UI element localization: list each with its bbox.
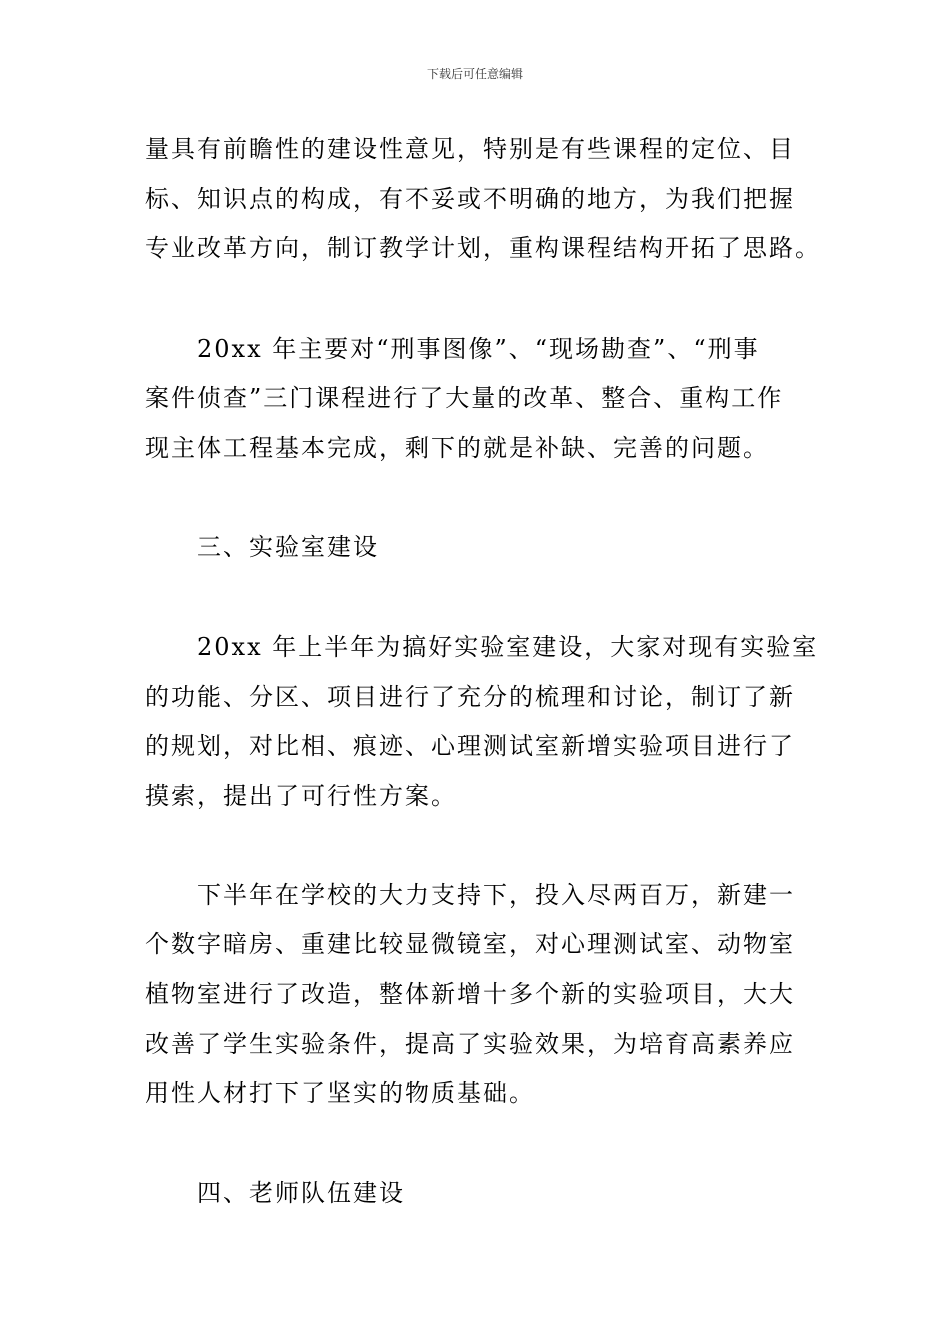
section-heading-teachers: 四、老师队伍建设	[197, 1179, 405, 1207]
paragraph-4-line-2: 的功能、分区、项目进行了充分的梳理和讨论，制订了新	[145, 683, 795, 711]
paragraph-4-line-3: 的规划，对比相、痕迹、心理测试室新增实验项目进行了	[145, 732, 795, 760]
paragraph-5-line-5: 用性人材打下了坚实的物质基础。	[145, 1079, 535, 1107]
paragraph-5-line-2: 个数字暗房、重建比较显微镜室，对心理测试室、动物室	[145, 930, 795, 958]
paragraph-5-line-1: 下半年在学校的大力支持下，投入尽两百万，新建一	[197, 881, 795, 909]
paragraph-1-line-1: 量具有前瞻性的建设性意见，特别是有些课程的定位、目	[145, 135, 795, 163]
paragraph-2-line-3: 现主体工程基本完成，剩下的就是补缺、完善的问题。	[145, 434, 769, 462]
paragraph-4-line-4: 摸索，提出了可行性方案。	[145, 782, 457, 810]
paragraph-2-line-1: 20xx 年主要对“刑事图像”、“现场勘查”、“刑事	[197, 335, 760, 363]
paragraph-2-line-2: 案件侦查”三门课程进行了大量的改革、整合、重构工作	[145, 384, 784, 412]
paragraph-1-line-2: 标、知识点的构成，有不妥或不明确的地方，为我们把握	[145, 185, 795, 213]
paragraph-1-line-3: 专业改革方向，制订教学计划，重构课程结构开拓了思路。	[145, 234, 821, 262]
paragraph-4-line-1: 20xx 年上半年为搞好实验室建设，大家对现有实验室	[197, 633, 819, 661]
paragraph-5-line-4: 改善了学生实验条件，提高了实验效果，为培育高素养应	[145, 1030, 795, 1058]
page-header: 下载后可任意编辑	[426, 67, 523, 81]
section-heading-lab: 三、实验室建设	[197, 533, 379, 561]
paragraph-5-line-3: 植物室进行了改造，整体新增十多个新的实验项目，大大	[145, 980, 795, 1008]
